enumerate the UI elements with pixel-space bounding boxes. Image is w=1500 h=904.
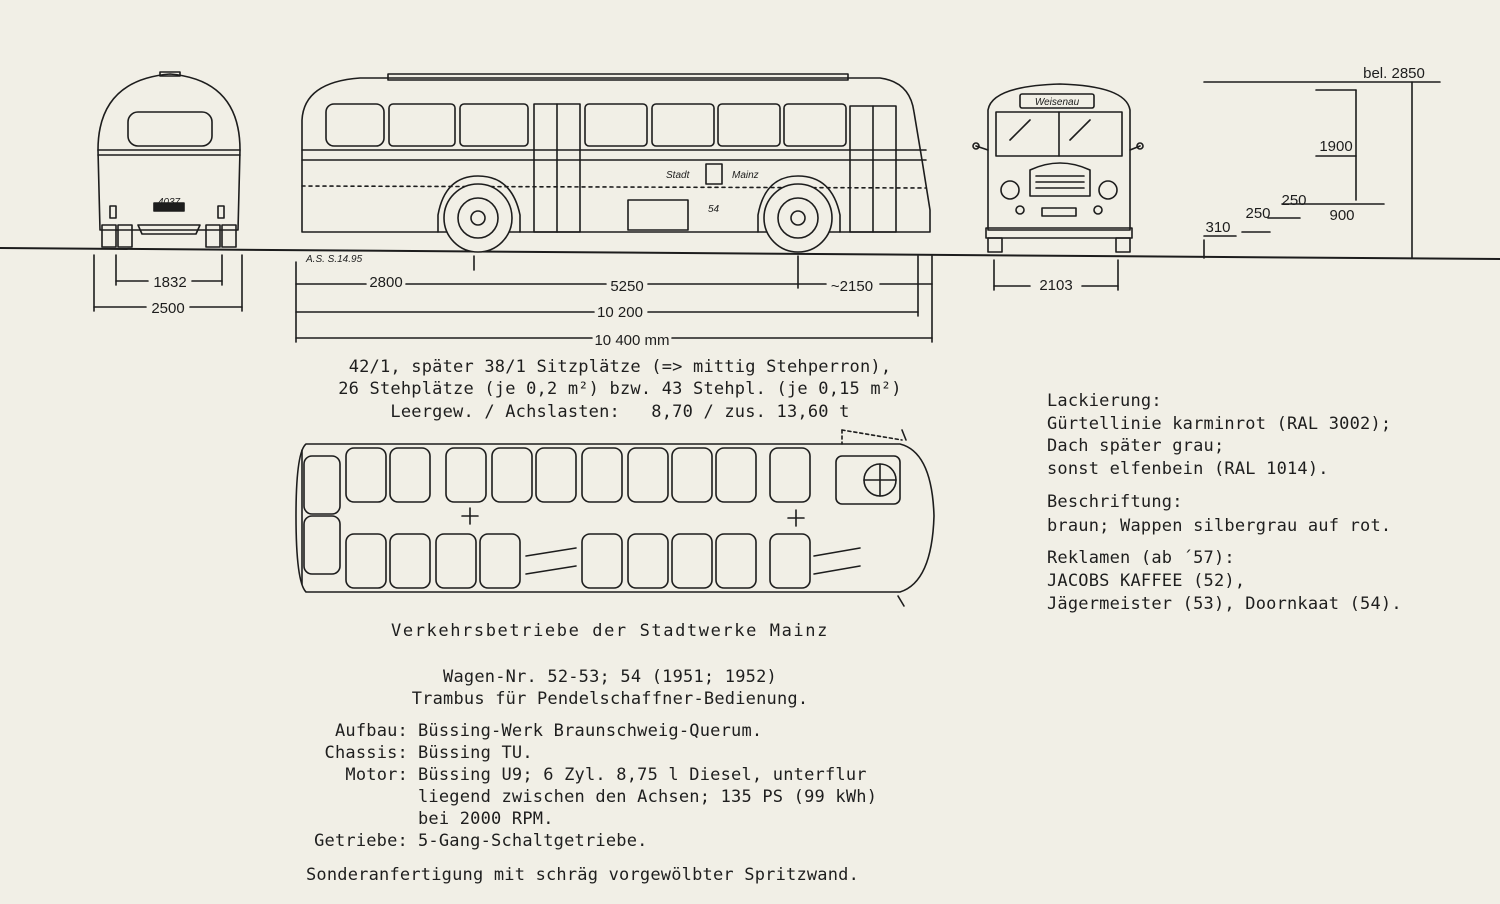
livery-title: Lackierung: [1047, 391, 1162, 411]
height-diagram [1204, 82, 1440, 258]
dim-front-width: 2103 [1039, 277, 1073, 294]
lettering-title: Beschriftung: [1047, 492, 1183, 512]
spec-value: bei 2000 RPM. [418, 809, 554, 829]
rear-plate: 4037 [157, 197, 181, 208]
dim-step-1: 310 [1205, 219, 1231, 236]
seat [480, 534, 520, 588]
seat [346, 448, 386, 502]
spec-value: Büssing U9; 6 Zyl. 8,75 l Diesel, unterflur [418, 765, 867, 785]
dim-length-body: 10 200 [597, 304, 643, 321]
spec-row [296, 764, 936, 786]
vehicle-numbers: Wagen-Nr. 52-53; 54 (1951; 1952) [443, 667, 777, 687]
capacity-line-3: Leergew. / Achslasten: 8,70 / zus. 13,60 t [390, 402, 850, 422]
spec-row [296, 720, 936, 742]
destination-sign: Weisenau [1034, 97, 1080, 108]
spec-value: 5-Gang-Schaltgetriebe. [418, 831, 648, 851]
dim-rear-width: 2500 [151, 300, 185, 317]
dim-height-total: bel. 2850 [1363, 65, 1425, 82]
livery-line-3: sonst elfenbein (RAL 1014). [1047, 459, 1329, 479]
spec-label: Aufbau: [334, 721, 408, 741]
dim-wheelbase: 5250 [610, 278, 644, 295]
front-view [973, 84, 1143, 252]
dim-rear-overhang: ~2150 [830, 278, 874, 295]
spec-label: Motor: [345, 765, 408, 785]
dim-rear-track: 1832 [153, 274, 187, 291]
operator-name: Verkehrsbetriebe der Stadtwerke Mainz [391, 621, 829, 641]
spec-row [296, 808, 936, 830]
spec-value: liegend zwischen den Achsen; 135 PS (99 kWh) [418, 787, 878, 807]
capacity-line-1: 42/1, später 38/1 Sitzplätze (=> mittig Stehperron), [348, 357, 892, 377]
ads-title: Reklamen (ab ´57): [1047, 548, 1235, 568]
seat [716, 448, 756, 502]
spec-label: Chassis: [324, 743, 408, 763]
spec-row [296, 830, 936, 852]
special-note: Sonderanfertigung mit schräg vorgewölbter Spritzwand. [306, 865, 860, 885]
seat [582, 534, 622, 588]
livery-line-2: Dach später grau; [1047, 436, 1225, 456]
spec-list [296, 720, 936, 852]
ads-line-2: Jägermeister (53), Doornkaat (54). [1047, 594, 1402, 614]
dim-step-3: 250 [1281, 192, 1307, 209]
side-dimension-lines [296, 256, 932, 342]
seat [346, 534, 386, 588]
dim-step-2: 250 [1245, 205, 1271, 222]
seat [672, 534, 712, 588]
fleet-number: 54 [708, 204, 720, 215]
dim-front-overhang: 2800 [369, 274, 403, 291]
dim-floor-height: 900 [1329, 207, 1355, 224]
lettering-text: braun; Wappen silbergrau auf rot. [1047, 516, 1392, 536]
ads-line-1: JACOBS KAFFEE (52), [1047, 571, 1246, 591]
dim-height-body: 1900 [1319, 138, 1353, 155]
ground-line [0, 248, 1500, 259]
seat [436, 534, 476, 588]
capacity-line-2: 26 Stehplätze (je 0,2 m²) bzw. 43 Stehpl. (je 0,15 m²) [338, 379, 902, 399]
rear-view [98, 72, 240, 247]
spec-row [296, 742, 936, 764]
seat [492, 448, 532, 502]
seat [536, 448, 576, 502]
floor-plan [296, 430, 934, 606]
spec-row [296, 786, 936, 808]
seat [390, 534, 430, 588]
side-view [302, 74, 930, 252]
seat [770, 534, 810, 588]
seat [582, 448, 622, 502]
dim-length-total: 10 400 mm [594, 332, 670, 349]
spec-value: Büssing-Werk Braunschweig-Querum. [418, 721, 763, 741]
seat [628, 448, 668, 502]
livery-line-1: Gürtellinie karminrot (RAL 3002); [1047, 414, 1392, 434]
seat [628, 534, 668, 588]
vehicle-type: Trambus für Pendelschaffner-Bedienung. [411, 689, 809, 709]
spec-value: Büssing TU. [418, 743, 533, 763]
seat [770, 448, 810, 502]
seat [672, 448, 712, 502]
drawing-signature: A.S. S.14.95 [306, 254, 363, 265]
seat [390, 448, 430, 502]
spec-label: Getriebe: [314, 831, 408, 851]
side-lettering-right: Mainz [732, 170, 759, 181]
seat [716, 534, 756, 588]
seat [446, 448, 486, 502]
side-lettering-left: Stadt [666, 170, 690, 181]
